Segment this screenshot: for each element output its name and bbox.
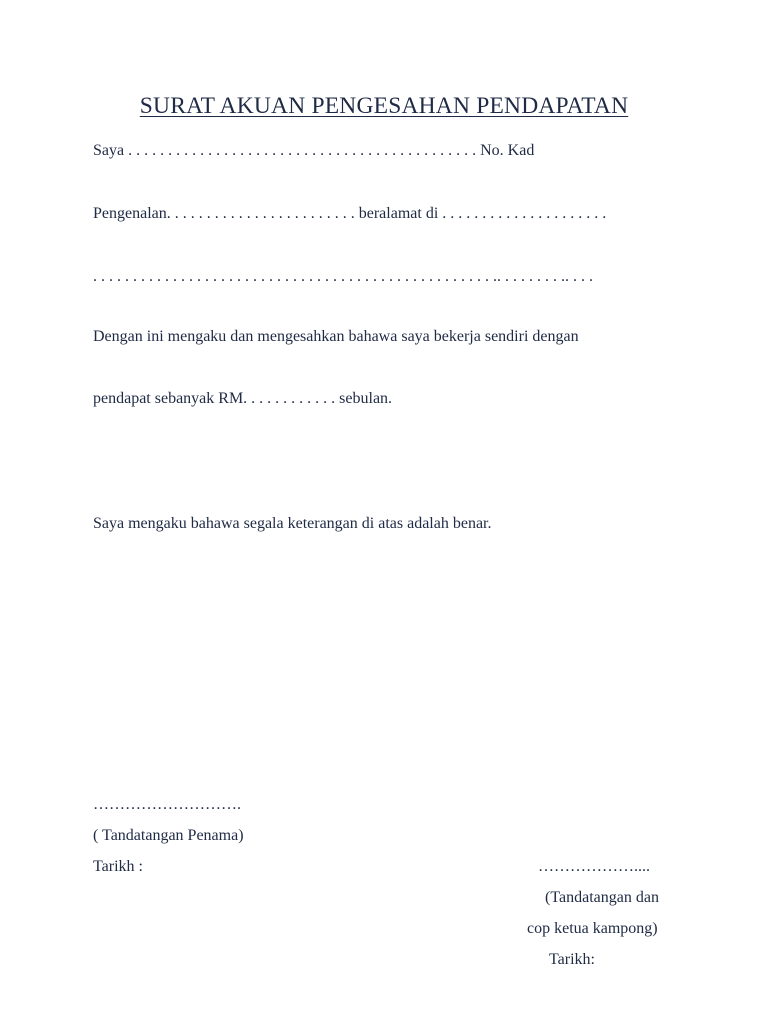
truth-statement-line: Saya mengaku bahawa segala keterangan di atas adalah benar. xyxy=(93,515,492,532)
ic-address-line: Pengenalan. . . . . . . . . . . . . . . . . . . . . . . . beralamat di . . . . . . . . . . . . . . . . . . . . . xyxy=(93,205,607,222)
applicant-signature-dots: ………………………. xyxy=(93,796,241,813)
applicant-signature-label: ( Tandatangan Penama) xyxy=(93,827,244,844)
declaration-line: Dengan ini mengaku dan mengesahkan bahawa saya bekerja sendiri dengan xyxy=(93,328,579,345)
headman-signature-label-1: (Tandatangan dan xyxy=(545,889,659,906)
name-line: Saya . . . . . . . . . . . . . . . . . . . . . . . . . . . . . . . . . . . . . . . . . . . . No. Kad xyxy=(93,142,535,159)
headman-date-label: Tarikh: xyxy=(549,951,595,968)
headman-signature-label-2: cop ketua kampong) xyxy=(527,920,658,937)
applicant-date-label: Tarikh : xyxy=(93,858,143,875)
address-continuation-line: . . . . . . . . . . . . . . . . . . . . . . . . . . . . . . . . . . . . . . . . . . . . . . . . . . .. . . . . . . . .. . . . xyxy=(93,268,593,285)
income-line: pendapat sebanyak RM. . . . . . . . . . . . sebulan. xyxy=(93,390,393,407)
document-title: SURAT AKUAN PENGESAHAN PENDAPATAN xyxy=(139,93,629,119)
headman-signature-dots: ……………….... xyxy=(538,858,650,875)
